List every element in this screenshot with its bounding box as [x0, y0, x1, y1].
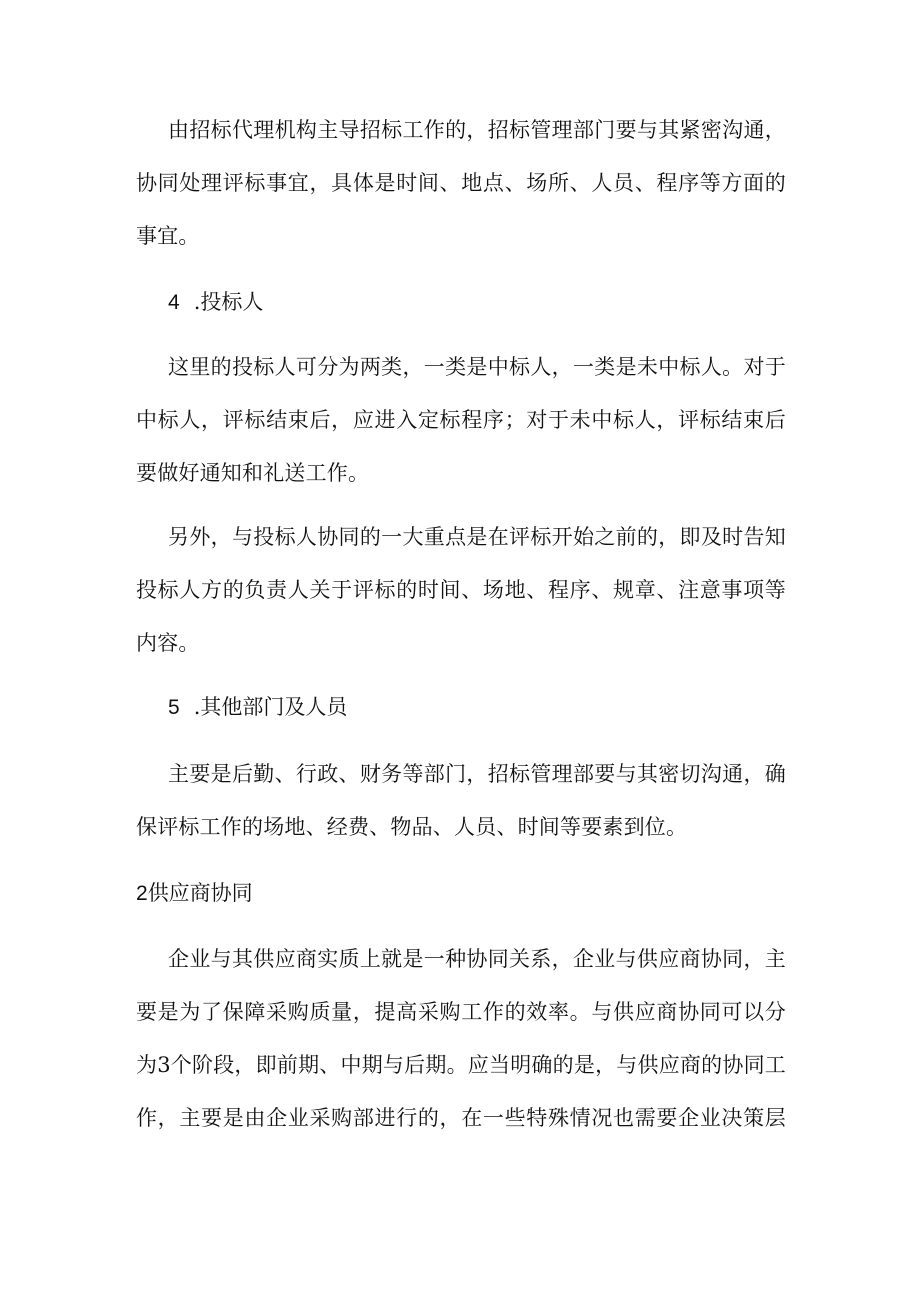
paragraph-line: 保评标工作的场地、经费、物品、人员、时间等要素到位。: [136, 815, 688, 839]
paragraph-line: 作，主要是由企业采购部进行的，在一些特殊情况也需要企业决策层: [136, 1106, 786, 1130]
paragraph-line: 这里的投标人可分为两类，一类是中标人，一类是未中标人。对于: [168, 355, 786, 379]
paragraph-line: 要是为了保障采购质量，提高采购工作的效率。与供应商协同可以分: [136, 1000, 786, 1024]
paragraph-line: 协同处理评标事宜，具体是时间、地点、场所、人员、程序等方面的: [136, 171, 786, 195]
section-number: 2: [136, 882, 148, 905]
paragraph-line: 由招标代理机构主导招标工作的，招标管理部门要与其紧密沟通，: [168, 118, 786, 142]
paragraph-line: 要做好通知和礼送工作。: [136, 461, 370, 485]
section-title: .投标人: [193, 290, 264, 314]
section-number: 4: [168, 291, 180, 314]
paragraph-other-departments: [136, 759, 786, 865]
paragraph-line: 另外，与投标人协同的一大重点是在评标开始之前的，即及时告知: [168, 525, 786, 549]
section-heading-supplier-coordination: [136, 878, 253, 909]
section-title: 供应商协同: [147, 881, 253, 905]
paragraph-line: 事宜。: [136, 224, 200, 248]
paragraph-agency-coordination: [136, 115, 786, 274]
section-heading-bidders: [168, 287, 263, 318]
paragraph-line: 为3个阶段，即前期、中期与后期。应当明确的是，与供应商的协同工: [136, 1053, 786, 1077]
paragraph-line: 中标人，评标结束后，应进入定标程序；对于未中标人，评标结束后: [136, 408, 786, 432]
paragraph-line: 投标人方的负责人关于评标的时间、场地、程序、规章、注意事项等: [136, 578, 786, 602]
paragraph-bidder-types: [136, 352, 786, 511]
paragraph-line: 内容。: [136, 631, 200, 655]
section-heading-other-departments: [168, 692, 347, 723]
paragraph-line: 企业与其供应商实质上就是一种协同关系，企业与供应商协同，主: [168, 947, 786, 971]
paragraph-line: 主要是后勤、行政、财务等部门，招标管理部要与其密切沟通，确: [168, 762, 786, 786]
section-title: .其他部门及人员: [193, 695, 348, 719]
paragraph-supplier-coordination: [136, 944, 786, 1156]
paragraph-bidder-notice: [136, 522, 786, 681]
section-number: 5: [168, 696, 180, 719]
